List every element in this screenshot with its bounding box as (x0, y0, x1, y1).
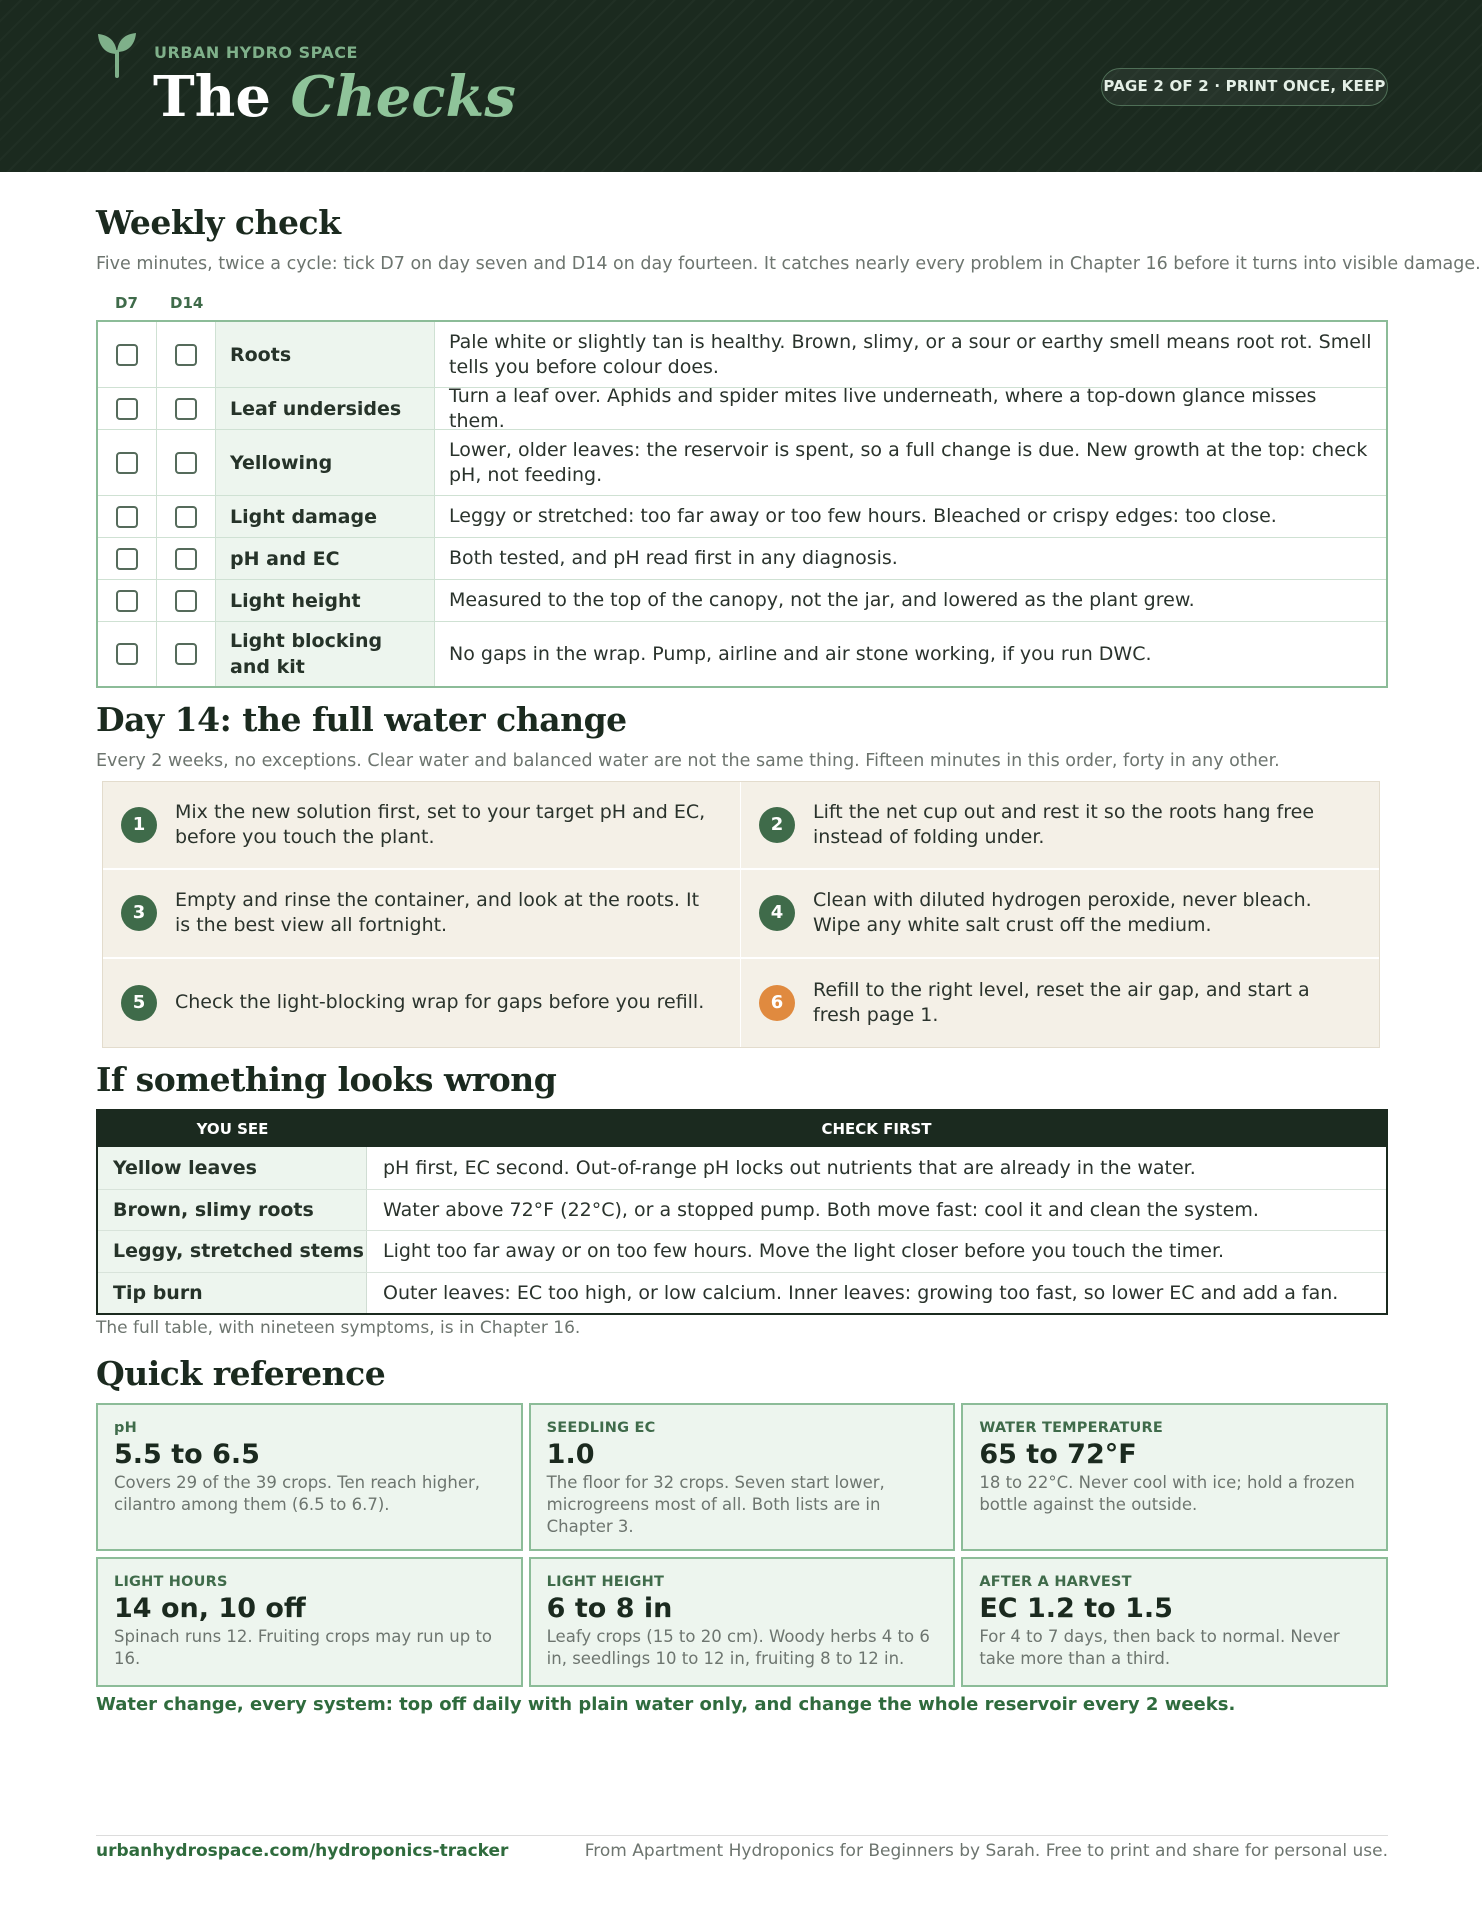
weekly-row-roots (98, 322, 1386, 388)
col-check-first: CHECK FIRST (821, 1120, 932, 1138)
brand-name: URBAN HYDRO SPACE (154, 43, 358, 62)
symptom-cell: Tip burn (98, 1273, 367, 1314)
check-item: Roots (216, 322, 435, 387)
step-number: 1 (121, 807, 157, 843)
step-text: Mix the new solution first, set to your target pH and EC, before you touch the plant. (175, 801, 706, 849)
troubleshoot-table (96, 1109, 1388, 1315)
water-change-intro: Every 2 weeks, no exceptions. Clear water and balanced water are not the same thing. Fifteen minutes in this order, forty in any other. (96, 751, 1280, 771)
page-header (0, 0, 1482, 172)
footer-credit: From Apartment Hydroponics for Beginners by Sarah. Free to print and share for personal use. (584, 1841, 1388, 1861)
weekly-row-yellowing (98, 430, 1386, 496)
water-change-reminder: Water change, every system: top off daily with plain water only, and change the whole reservoir every 2 weeks. (96, 1694, 1236, 1715)
step-number: 2 (759, 807, 795, 843)
d14-checkbox[interactable] (175, 590, 197, 612)
check-item: Leaf undersides (216, 388, 435, 429)
step-text: Clean with diluted hydrogen peroxide, never bleach. Wipe any white salt crust off the medium. (813, 889, 1312, 937)
ref-description: Spinach runs 12. Fruiting crops may run up to 16. (114, 1627, 493, 1668)
check-description: Measured to the top of the canopy, not the jar, and lowered as the plant grew. (449, 589, 1195, 611)
step-number: 4 (759, 895, 795, 931)
d7-checkbox[interactable] (116, 590, 138, 612)
check-cell: Outer leaves: EC too high, or low calcium. Inner leaves: growing too fast, so lower EC and add a fan. (383, 1281, 1339, 1304)
check-description: Lower, older leaves: the reservoir is spent, so a full change is due. New growth at the top: check pH, not feeding. (449, 438, 1368, 486)
d7-checkbox[interactable] (116, 344, 138, 366)
weekly-heading: Weekly check (96, 203, 341, 242)
troubleshoot-heading: If something looks wrong (96, 1060, 557, 1099)
table-row (98, 1189, 1386, 1231)
ref-value: 1.0 (546, 1439, 595, 1470)
check-item: Yellowing (216, 430, 435, 495)
ref-label: LIGHT HEIGHT (546, 1574, 665, 1590)
weekly-intro: Five minutes, twice a cycle: tick D7 on day seven and D14 on day fourteen. It catches nearly every problem in Chapter 16 before it turns into visible damage. (96, 254, 1481, 274)
title-emphasis: Checks (290, 64, 516, 130)
title-plain: The (153, 64, 272, 130)
col-you-see: YOU SEE (196, 1120, 269, 1138)
ref-description: For 4 to 7 days, then back to normal. Never take more than a third. (979, 1627, 1340, 1668)
d14-checkbox[interactable] (175, 643, 197, 665)
ref-description: The floor for 32 crops. Seven start lower, microgreens most of all. Both lists are in Chapter 3. (546, 1473, 885, 1536)
table-row (98, 1147, 1386, 1189)
sprout-icon (96, 30, 138, 78)
weekly-row-light-damage (98, 496, 1386, 538)
d14-checkbox[interactable] (175, 506, 197, 528)
weekly-row-light-height (98, 580, 1386, 622)
ref-label: WATER TEMPERATURE (979, 1420, 1163, 1436)
d14-checkbox[interactable] (175, 398, 197, 420)
d7-checkbox[interactable] (116, 643, 138, 665)
step-1 (103, 782, 741, 870)
troubleshoot-header-row (98, 1111, 1386, 1147)
d7-checkbox[interactable] (116, 548, 138, 570)
weekly-row-light-blocking (98, 622, 1386, 686)
ref-value: 14 on, 10 off (114, 1593, 306, 1624)
ref-description: Covers 29 of the 39 crops. Ten reach higher, cilantro among them (6.5 to 6.7). (114, 1473, 480, 1514)
check-description: Turn a leaf over. Aphids and spider mites live underneath, where a top-down glance misses them. (449, 384, 1317, 432)
symptom-cell: Leggy, stretched stems (98, 1231, 367, 1272)
col-d7-label: D7 (115, 294, 138, 312)
check-item: Light blocking and kit (216, 622, 435, 686)
weekly-row-leaf-undersides (98, 384, 1386, 432)
ref-description: 18 to 22°C. Never cool with ice; hold a frozen bottle against the outside. (979, 1473, 1355, 1514)
check-item: Light height (216, 580, 435, 621)
check-description: Pale white or slightly tan is healthy. Brown, slimy, or a sour or earthy smell means root rot. Smell tells you before colour does. (449, 330, 1372, 378)
ref-card-ph (96, 1403, 523, 1551)
quick-reference-grid (96, 1403, 1388, 1687)
ref-card-light-height (529, 1557, 956, 1687)
check-item: Light damage (216, 496, 435, 537)
ref-card-water-temperature (961, 1403, 1388, 1551)
check-description: Both tested, and pH read first in any diagnosis. (449, 547, 898, 569)
ref-value: 6 to 8 in (546, 1593, 673, 1624)
symptom-cell: Yellow leaves (98, 1147, 367, 1189)
ref-value: 5.5 to 6.5 (114, 1439, 260, 1470)
step-3 (103, 870, 741, 958)
ref-description: Leafy crops (15 to 20 cm). Woody herbs 4 to 6 in, seedlings 10 to 12 in, fruiting 8 to 12 in. (546, 1627, 930, 1668)
check-cell: Light too far away or on too few hours. Move the light closer before you touch the timer. (383, 1240, 1225, 1263)
step-4 (741, 870, 1379, 958)
d7-checkbox[interactable] (116, 452, 138, 474)
step-6 (741, 959, 1379, 1047)
symptom-cell: Brown, slimy roots (98, 1190, 367, 1231)
check-cell: Water above 72°F (22°C), or a stopped pump. Both move fast: cool it and clean the system. (383, 1198, 1259, 1221)
step-text: Empty and rinse the container, and look at the roots. It is the best view all fortnight. (175, 889, 700, 937)
water-change-steps (102, 781, 1380, 1048)
ref-label: SEEDLING EC (546, 1420, 656, 1436)
step-number: 5 (121, 985, 157, 1021)
water-change-heading: Day 14: the full water change (96, 700, 627, 739)
quick-reference-heading: Quick reference (96, 1354, 386, 1393)
footer-link[interactable]: urbanhydrospace.com/hydroponics-tracker (96, 1841, 509, 1861)
check-cell: pH first, EC second. Out-of-range pH locks out nutrients that are already in the water. (383, 1156, 1196, 1179)
step-number: 3 (121, 895, 157, 931)
d14-checkbox[interactable] (175, 344, 197, 366)
step-text: Check the light-blocking wrap for gaps before you refill. (175, 991, 705, 1014)
troubleshoot-note: The full table, with nineteen symptoms, is in Chapter 16. (96, 1318, 581, 1338)
d7-checkbox[interactable] (116, 506, 138, 528)
footer-divider (96, 1835, 1388, 1836)
ref-value: EC 1.2 to 1.5 (979, 1593, 1173, 1624)
ref-label: AFTER A HARVEST (979, 1574, 1132, 1590)
step-text: Lift the net cup out and rest it so the roots hang free instead of folding under. (813, 801, 1315, 849)
d14-checkbox[interactable] (175, 548, 197, 570)
ref-card-light-hours (96, 1557, 523, 1687)
d7-checkbox[interactable] (116, 398, 138, 420)
step-number: 6 (759, 985, 795, 1021)
ref-card-after-harvest (961, 1557, 1388, 1687)
page-title (153, 64, 516, 130)
ref-value: 65 to 72°F (979, 1439, 1137, 1470)
ref-label: pH (114, 1420, 137, 1436)
check-item: pH and EC (216, 538, 435, 579)
check-description: No gaps in the wrap. Pump, airline and air stone working, if you run DWC. (449, 642, 1152, 665)
table-row (98, 1230, 1386, 1272)
page-badge: PAGE 2 OF 2 · PRINT ONCE, KEEP (1101, 68, 1388, 106)
table-row (98, 1272, 1386, 1314)
check-description: Leggy or stretched: too far away or too few hours. Bleached or crispy edges: too close. (449, 505, 1277, 527)
weekly-row-ph-ec (98, 538, 1386, 580)
step-2 (741, 782, 1379, 870)
col-d14-label: D14 (170, 294, 204, 312)
weekly-check-table (96, 320, 1388, 688)
step-text: Refill to the right level, reset the air gap, and start a fresh page 1. (813, 978, 1310, 1026)
d14-checkbox[interactable] (175, 452, 197, 474)
ref-label: LIGHT HOURS (114, 1574, 228, 1590)
step-5 (103, 959, 741, 1047)
ref-card-seedling-ec (529, 1403, 956, 1551)
